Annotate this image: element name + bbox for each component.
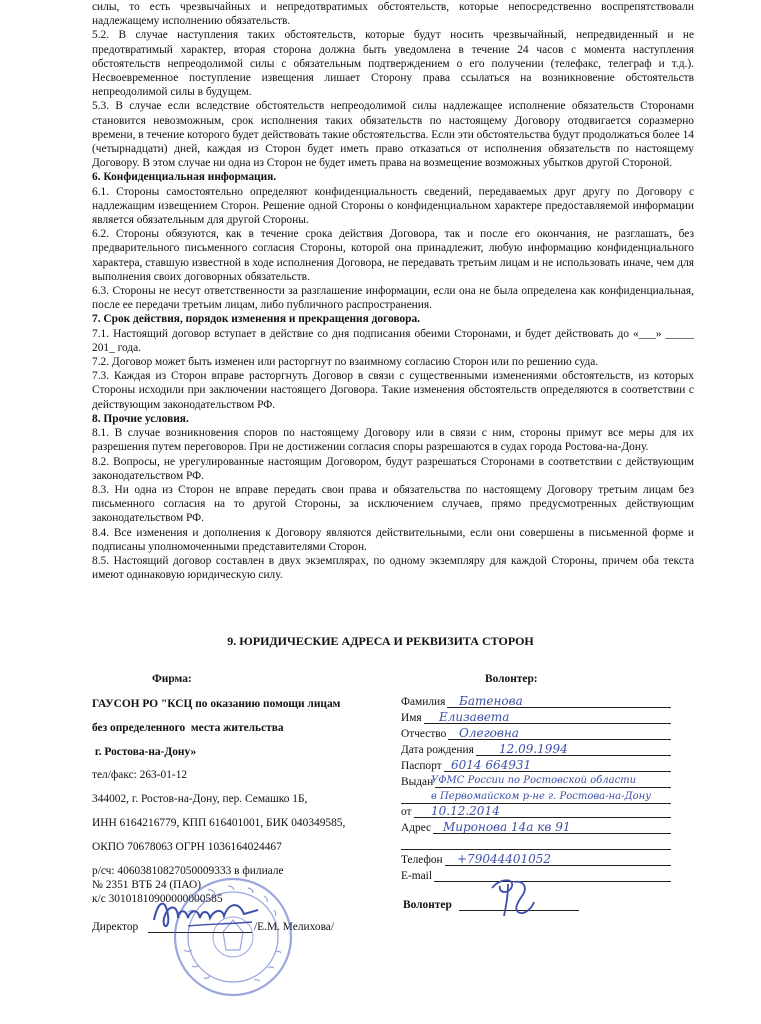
firm-name-line3: г. Ростова-на-Дону» — [92, 746, 197, 758]
handwritten-value: Олеговна — [459, 726, 519, 740]
contract-paragraph: 8.3. Ни одна из Сторон не вправе передать свои права и обязательства по настоящему Договору третьим лицам без письменного согласия на то другой Стороны, за исключением случаев, прямо предусмотренных действующим законодательством РФ. — [92, 483, 694, 525]
volunteer-field-label: Выдан — [401, 776, 434, 788]
contract-paragraph: 8.1. В случае возникновения споров по настоящему Договору или в связи с ним, стороны примут все меры для их разрешения путем переговоров. При не достижении согласия споры разрешаются в судах города Ростова-на-Дону. — [92, 427, 694, 454]
handwritten-value: Елизавета — [439, 710, 510, 724]
firm-name-line1: ГАУСОН РО "КСЦ по оказанию помощи лицам — [92, 698, 341, 710]
volunteer-field-label: Паспорт — [401, 760, 442, 772]
firm-phone: тел/факс: 263-01-12 — [92, 769, 188, 781]
section-heading: 6. Конфиденциальная информация. — [92, 171, 277, 184]
handwritten-value: 12.09.1994 — [499, 742, 568, 756]
contract-paragraph: 6.1. Стороны самостоятельно определяют конфиденциальность сведений, передаваемых друг другу по Договору с надлежащим извещением Сторон. Решение одной Стороны о конфиденциальном характере предоставляемой информации является обязательным для другой Стороны. — [92, 185, 694, 227]
contract-paragraph: 6.2. Стороны обязуются, как в течение срока действия Договора, так и после его окончания, не разглашать, без предварительного письменного согласия Стороны, которой она принадлежит, любую информацию конфиденциального характера, ставшую известной в ходе исполнения Договора, не передавать третьим лицам и не использовать иначе, чем для выполнения своих договорных обязательств. — [92, 228, 694, 283]
handwritten-value: 10.12.2014 — [431, 804, 500, 818]
volunteer-field-label: Фамилия — [401, 696, 446, 708]
handwritten-value: Миронова 14а кв 91 — [443, 820, 571, 834]
volunteer-field-row — [401, 820, 671, 836]
section-heading: 8. Прочие условия. — [92, 412, 189, 425]
handwritten-value: УФМС России по Ростовской области — [431, 775, 637, 786]
section9-title: 9. ЮРИДИЧЕСКИЕ АДРЕСА И РЕКВИЗИТА СТОРОН — [227, 634, 534, 648]
volunteer-field-row — [401, 694, 671, 710]
volunteer-field-label: E-mail — [401, 870, 432, 882]
volunteer-field-row — [401, 852, 671, 868]
contract-paragraph: 8.4. Все изменения и дополнения к Договору являются действительными, если они совершены в письменной форме и подписаны уполномоченными представителями Сторон. — [92, 526, 694, 553]
volunteer-field-row — [401, 836, 671, 852]
contract-paragraph: силы, то есть чрезвычайных и непредотвратимых обстоятельств, которые непосредственно воспрепятствовали надлежащему исполнению обязательств. — [92, 1, 694, 28]
contract-paragraph: 6.3. Стороны не несут ответственности за разглашение информации, если она не была определена как конфиденциальная, после ее передачи третьим лицам, либо публичного распространения. — [92, 285, 694, 312]
handwritten-value: 6014 664931 — [451, 758, 532, 772]
volunteer-field-row — [401, 726, 671, 742]
volunteer-field-row — [401, 758, 671, 774]
firm-account3: к/с 30101810900000000585 — [92, 893, 223, 905]
volunteer-field-label: Телефон — [401, 854, 443, 866]
volunteer-field-label: Имя — [401, 712, 422, 724]
section-heading: 7. Срок действия, порядок изменения и прекращения договора. — [92, 313, 421, 326]
contract-paragraph: 7.1. Настоящий договор вступает в действие со дня подписания обеими Сторонами, и будет действовать до «___» _____ 201_ года. — [92, 327, 694, 354]
volunteer-field-row — [401, 742, 671, 758]
contract-paragraph: 8.5. Настоящий договор составлен в двух экземплярах, по одному экземпляру для каждой Стороны, причем оба текста имеют одинаковую юридическую силу. — [92, 554, 694, 582]
director-name: /Е.М. Мелихова/ — [254, 921, 335, 933]
handwritten-value: Батенова — [459, 694, 523, 708]
contract-body — [92, 0, 694, 582]
firm-account1: р/сч: 40603810827050009333 в филиале — [92, 865, 284, 877]
volunteer-field-row — [401, 804, 671, 820]
volunteer-heading: Волонтер: — [485, 673, 538, 685]
handwritten-value: в Первомайском р-не г. Ростова-на-Дону — [431, 791, 651, 802]
director-label: Директор — [92, 921, 139, 933]
director-signature — [148, 890, 268, 940]
firm-account2: № 2351 ВТБ 24 (ПАО) — [92, 879, 202, 891]
firm-heading: Фирма: — [152, 673, 192, 685]
volunteer-signature-label: Волонтер — [403, 899, 452, 911]
contract-paragraph: 5.3. В случае если вследствие обстоятельств непреодолимой силы надлежащее исполнение обязательств Сторонами становится невозможным, срок исполнения таких обязательств по настоящему Договору отодвигается соразмерно времени, в течение которого будет действовать такие обстоятельства. Если эти обстоятельства будут продолжаться более 14 (четырнадцати) дней, каждая из Сторон будет иметь право отказаться от исполнения обязательств по настоящему Договору. В этом случае ни одна из Сторон не будет иметь права на возмещение возможных убытков другой Стороной. — [92, 100, 694, 170]
volunteer-field-label: Отчество — [401, 728, 447, 740]
volunteer-field-row — [401, 710, 671, 726]
fill-in-line — [401, 849, 671, 850]
contract-paragraph: 7.3. Каждая из Сторон вправе расторгнуть Договор в связи с существенными изменениями обстоятельств, из которых Стороны исходили при заключении настоящего Договора. Такие изменения обстоятельств определяются в соответствии с действующим законодательством РФ. — [92, 370, 694, 411]
volunteer-signature — [484, 872, 544, 922]
volunteer-field-label: Дата рождения — [401, 744, 474, 756]
handwritten-value: +79044401052 — [457, 852, 552, 866]
volunteer-field-row — [401, 774, 671, 790]
firm-inn: ИНН 6164216779, КПП 616401001, БИК 040349585, — [92, 817, 346, 829]
contract-paragraph: 8.2. Вопросы, не урегулированные настоящим Договором, будут разрешаться Сторонами в соответствии с действующим законодательством РФ. — [92, 455, 694, 482]
firm-name-line2: без определенного места жительства — [92, 722, 284, 734]
volunteer-field-label: Адрес — [401, 822, 432, 834]
contract-paragraph: 7.2. Договор может быть изменен или расторгнут по взаимному согласию Сторон или по решению суда. — [92, 356, 599, 369]
firm-okpo: ОКПО 70678063 ОГРН 1036164024467 — [92, 841, 282, 853]
contract-paragraph: 5.2. В случае наступления таких обстоятельств, которые будут носить чрезвычайный, непредвиденный и не предотвратимый характер, вторая сторона должна быть уведомлена в течение 24 часов с момента наступления обстоятельств непреодолимой силы с обязательным подтверждением о его получении (телефакс, телеграф и т.д.). Несвоевременное поступление извещения лишает Сторону права ссылаться на возникновение обстоятельств непреодолимой силы в будущем. — [92, 29, 694, 99]
volunteer-field-label: от — [401, 806, 412, 818]
firm-address: 344002, г. Ростов-на-Дону, пер. Семашко 1Б, — [92, 793, 308, 805]
